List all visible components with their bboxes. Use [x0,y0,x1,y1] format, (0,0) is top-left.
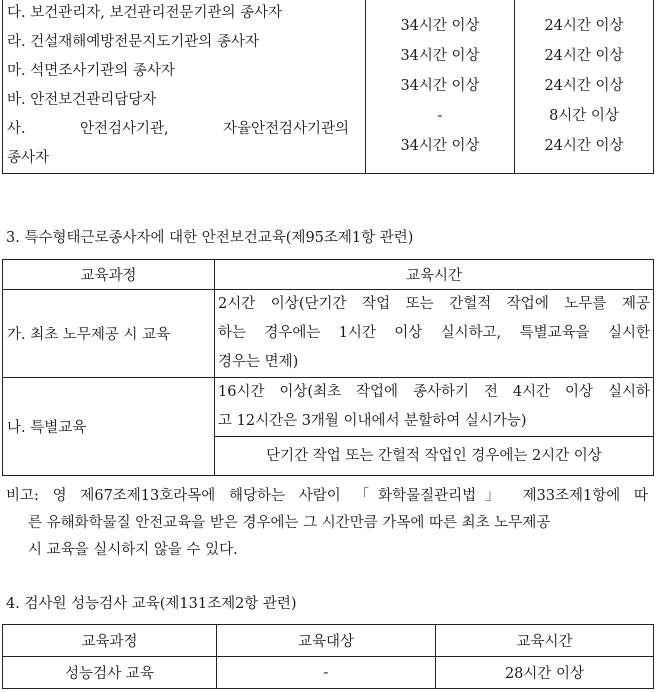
header-course: 교육과정 [3,260,215,290]
hours-line: 2시간 이상(단기간 작업 또는 간헐적 작업에 노무를 제공 [218,296,650,312]
note-line: 시 교육을 실시하지 않을 수 있다. [28,542,238,558]
training-hours-table-continued [2,0,654,174]
hours-line: 16시간 이상(최초 작업에 종사하기 전 4시간 이상 실시하 [218,384,650,400]
hours-value: 34시간 이상 [400,48,480,64]
row-label: 다. 보건관리자, 보건관리전문기관의 종사자 [7,5,283,21]
hours-value: - [437,108,443,124]
hours-line: 고 12시간은 3개월 이내에서 분할하여 실시가능) [218,413,527,429]
hours-special [215,378,654,437]
hours-special-short [215,437,654,476]
hours-value: 34시간 이상 [400,138,480,154]
hours-line: 단기간 작업 또는 간헐적 작업인 경우에는 2시간 이상 [266,447,602,464]
target-value: - [217,657,436,689]
hours-value: 24시간 이상 [544,18,624,34]
section-3-title: 3. 특수형태근로종사자에 대한 안전보건교육(제95조제1항 관련) [6,230,414,246]
hours-line: 하는 경우에는 1시간 이상 실시하고, 특별교육을 실시한 [218,325,650,341]
row-label-continued: 종사자 [7,150,50,166]
hours-value: 8시간 이상 [549,108,619,124]
special-worker-training-table [2,259,654,476]
hours-value: 34시간 이상 [400,18,480,34]
row-label: 사. 안전검사기관, 자율안전검사기관의 [7,121,349,137]
note-line: 비고: 영 제67조제13호라목에 해당하는 사람이 「화학물질관리법」 제33조제1항에 따 [6,488,648,504]
target-labels-cell [3,0,366,174]
row-label: 바. 안전보건관리담당자 [7,92,157,108]
hours-initial [215,290,654,378]
note-line: 른 유해화학물질 안전교육을 받은 경우에는 그 시간만큼 가목에 따른 최초 노무제공 [28,515,551,531]
hours-line: 경우는 면제) [218,354,299,370]
remarks-note [6,483,648,564]
hours-value: 24시간 이상 [544,78,624,94]
hours-column-2 [366,0,515,174]
hours-column-3 [515,0,654,174]
header-target: 교육대상 [217,625,436,657]
header-hours: 교육시간 [215,260,654,290]
hours-value: 34시간 이상 [400,78,480,94]
row-label: 마. 석면조사기관의 종사자 [7,63,175,79]
hours-value: 24시간 이상 [544,48,624,64]
course-initial: 가. 최초 노무제공 시 교육 [3,290,215,378]
header-hours: 교육시간 [436,625,654,657]
header-course: 교육과정 [3,625,217,657]
row-label: 라. 건설재해예방전문지도기관의 종사자 [7,34,259,50]
course-value: 성능검사 교육 [3,657,217,689]
section-4-title: 4. 검사원 성능검사 교육(제131조제2항 관련) [6,596,297,612]
course-special: 나. 특별교육 [3,378,215,476]
inspector-training-table [2,624,654,689]
hours-value: 28시간 이상 [436,657,654,689]
hours-value: 24시간 이상 [544,138,624,154]
